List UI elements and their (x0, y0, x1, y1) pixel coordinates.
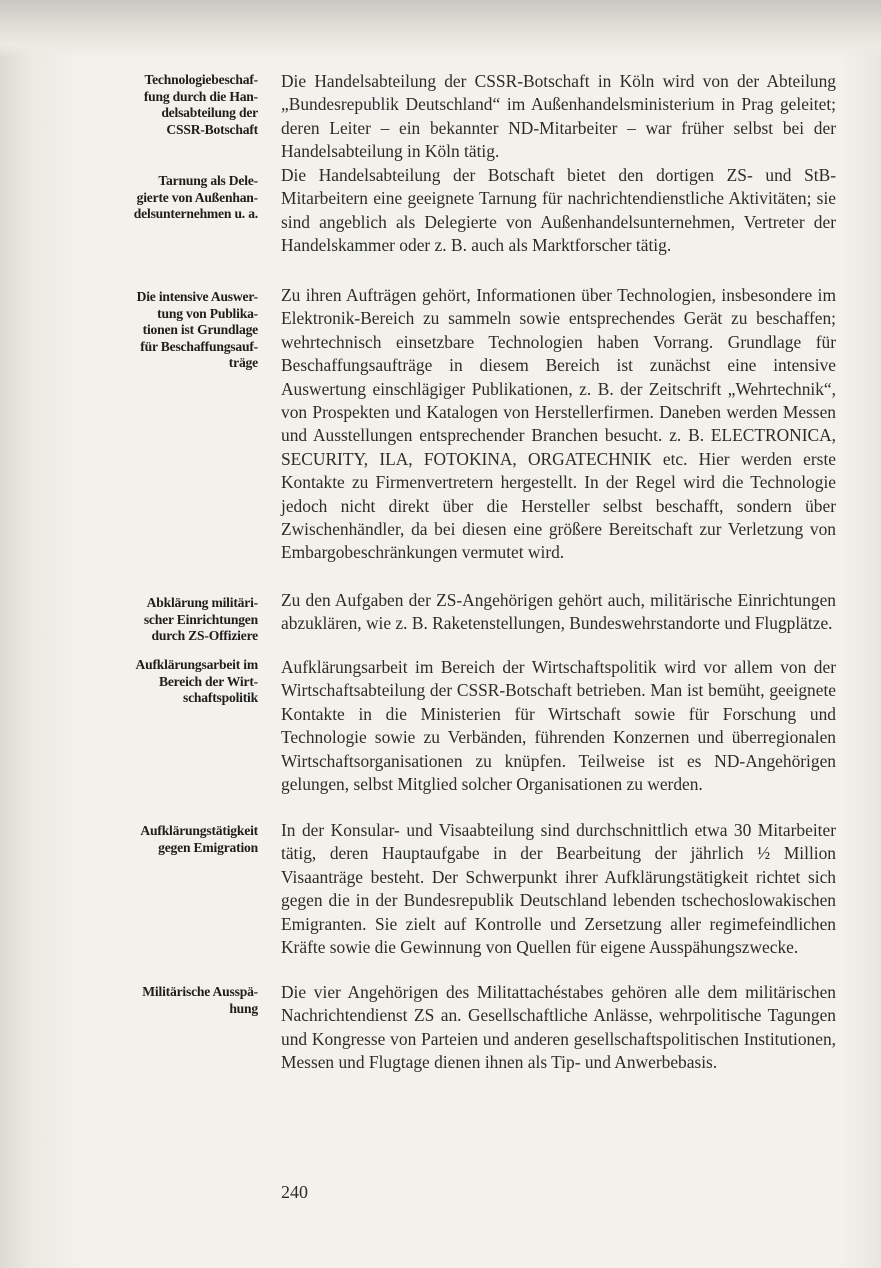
paragraph-cover: Die Handelsabteilung der Botschaft bietet den dortigen ZS- und StB-Mitarbeitern eine geeignete Tarnung für nachrichtendienstliche Aktivitäten; sie sind angeblich als Delegierte von Außenhandelsunternehmen, Vertreter der Handelskammer oder z. B. auch als Marktforscher tätig. (281, 165, 836, 256)
paragraph-trade-department: Die Handelsabteilung der CSSR-Botschaft in Köln wird von der Abteilung „Bundesrepublik Deutschland“ im Außenhandelsministerium in Prag geleitet; deren Leiter – ein bekannter ND-Mitarbeiter – war früher selbst bei der Handelsabteilung in Köln tätig. (281, 71, 836, 162)
margin-note-military-espionage: Militärische Ausspä- hung (142, 984, 258, 1016)
scan-shadow (0, 0, 881, 58)
paragraph-military-attache: Die vier Angehörigen des Militattachéstabes gehören alle dem militärischen Nachrichtendienst ZS an. Gesellschaftliche Anlässe, wehrpolitische Tagungen und Kongresse von Parteien und anderen gesellschaftspolitischen Institutionen, Messen und Flugtage dienen ihnen als Tip- und Anwerbebasis. (281, 982, 836, 1073)
paragraph-military-installations: Zu den Aufgaben der ZS-Angehörigen gehört auch, militärische Einrichtungen abzuklären, wie z. B. Raketenstellungen, Bundeswehrstandorte und Flugplätze. (281, 590, 836, 634)
paragraph-consular: In der Konsular- und Visaabteilung sind durchschnittlich etwa 30 Mitarbeiter tätig, deren Hauptaufgabe in der Bearbeitung der jährlich ½ Million Visaanträge besteht. Der Schwerpunkt ihrer Aufklärungstätigkeit richtet sich gegen die in der Bundesrepublik Deutschland lebenden tschechoslowakischen Emigranten. Sie zielt auf Kontrolle und Zersetzung aller regimefeindlichen Kräfte sowie die Gewinnung von Quellen für eigene Ausspähungszwecke. (281, 820, 836, 958)
margin-note-publications: Die intensive Auswer- tung von Publika- tionen ist Grundlage für Beschaffungsauf- träge (136, 289, 258, 370)
paragraph-procurement: Zu ihren Aufträgen gehört, Informationen über Technologien, insbesondere im Elektronik-Bereich zu sammeln sowie entsprechendes Gerät zu beschaffen; wehrtechnisch einsetzbare Technologien haben Vorrang. Grundlage für Beschaffungsaufträge in diesem Bereich ist zunächst eine intensive Auswertung einschlägiger Publikationen, z. B. der Zeitschrift „Wehrtechnik“, von Prospekten und Katalogen von Herstellerfirmen. Daneben werden Messen und Ausstellungen entsprechender Branchen besucht. z. B. ELECTRONICA, SECURITY, ILA, FOTOKINA, ORGATECHNIK etc. Hier werden erste Kontakte zu Firmenvertretern hergestellt. In der Regel wird die Technologie jedoch nicht direkt über die Hersteller selbst beschafft, sondern über Zwischenhändler, da bei diesen eine größere Bereitschaft zur Verletzung von Embargobeschränkungen vermutet wird. (281, 285, 836, 563)
margin-note-emigration: Aufklärungstätigkeit gegen Emigration (140, 823, 258, 855)
paragraph-economic-policy: Aufklärungsarbeit im Bereich der Wirtschaftspolitik wird vor allem von der Wirtschaftsabteilung der CSSR-Botschaft betrieben. Man ist bemüht, geeignete Kontakte in die Ministerien für Wirtschaft sowie für Forschung und Technologie sowie zu Verbänden, führenden Konzernen und überregionalen Wirtschaftsorganisationen zu knüpfen. Teilweise ist es ND-Angehörigen gelungen, selbst Mitglied solcher Organisationen zu werden. (281, 657, 836, 795)
margin-note-technology: Technologiebeschaf- fung durch die Han- delsabteilung der CSSR-Botschaft (143, 72, 258, 137)
margin-note-economic-policy: Aufklärungsarbeit im Bereich der Wirt- schaftspolitik (135, 657, 258, 705)
margin-note-military-installations: Abklärung militäri- scher Einrichtungen durch ZS-Offiziere (143, 595, 258, 643)
page-number: 240 (281, 1182, 308, 1202)
margin-note-cover-delegates: Tarnung als Dele- gierte von Außenhan- delsunternehmen u. a. (133, 173, 258, 221)
